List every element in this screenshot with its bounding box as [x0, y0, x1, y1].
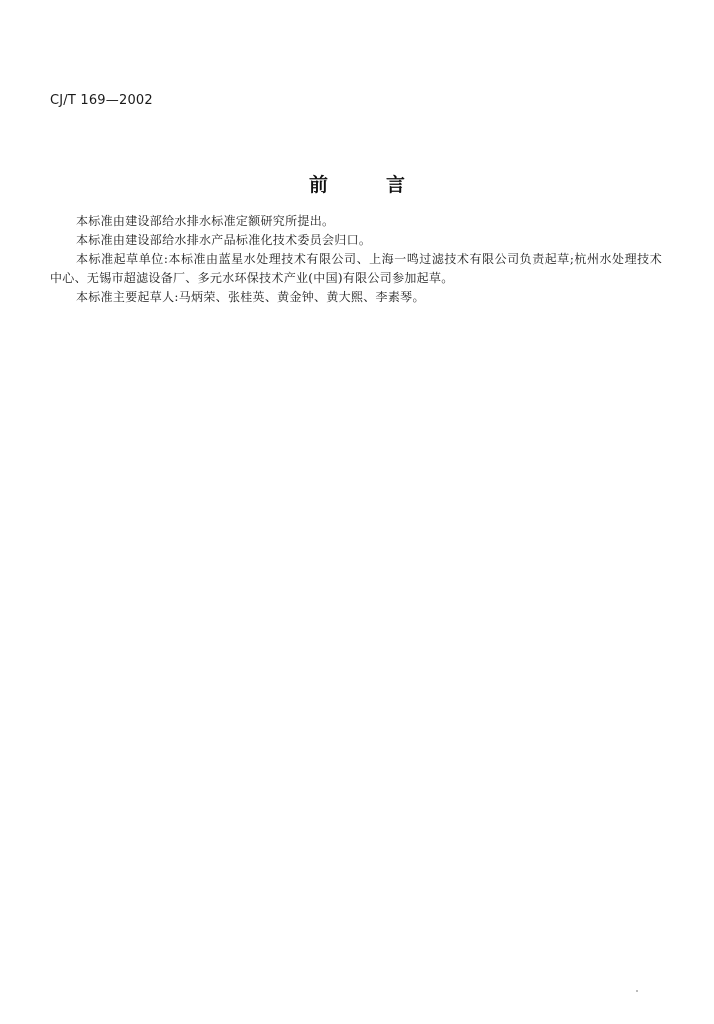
standard-code: CJ/T 169—2002	[50, 93, 153, 108]
section-title: 前言	[308, 174, 463, 196]
scan-speck	[636, 990, 638, 992]
paragraph-drafting-units: 本标准起草单位:本标准由蓝星水处理技术有限公司、上海一鸣过滤技术有限公司负责起草;杭州水处理技术中心、无锡市超滤设备厂、多元水环保技术产业(中国)有限公司参加起草。	[50, 252, 662, 285]
preface-body	[50, 212, 662, 307]
paragraph-proposed-by: 本标准由建设部给水排水标准定额研究所提出。	[76, 214, 335, 228]
paragraph-drafters: 本标准主要起草人:马炳荣、张桂英、黄金钟、黄大熙、李素琴。	[76, 290, 425, 304]
paragraph-administered-by: 本标准由建设部给水排水产品标准化技术委员会归口。	[76, 233, 372, 247]
